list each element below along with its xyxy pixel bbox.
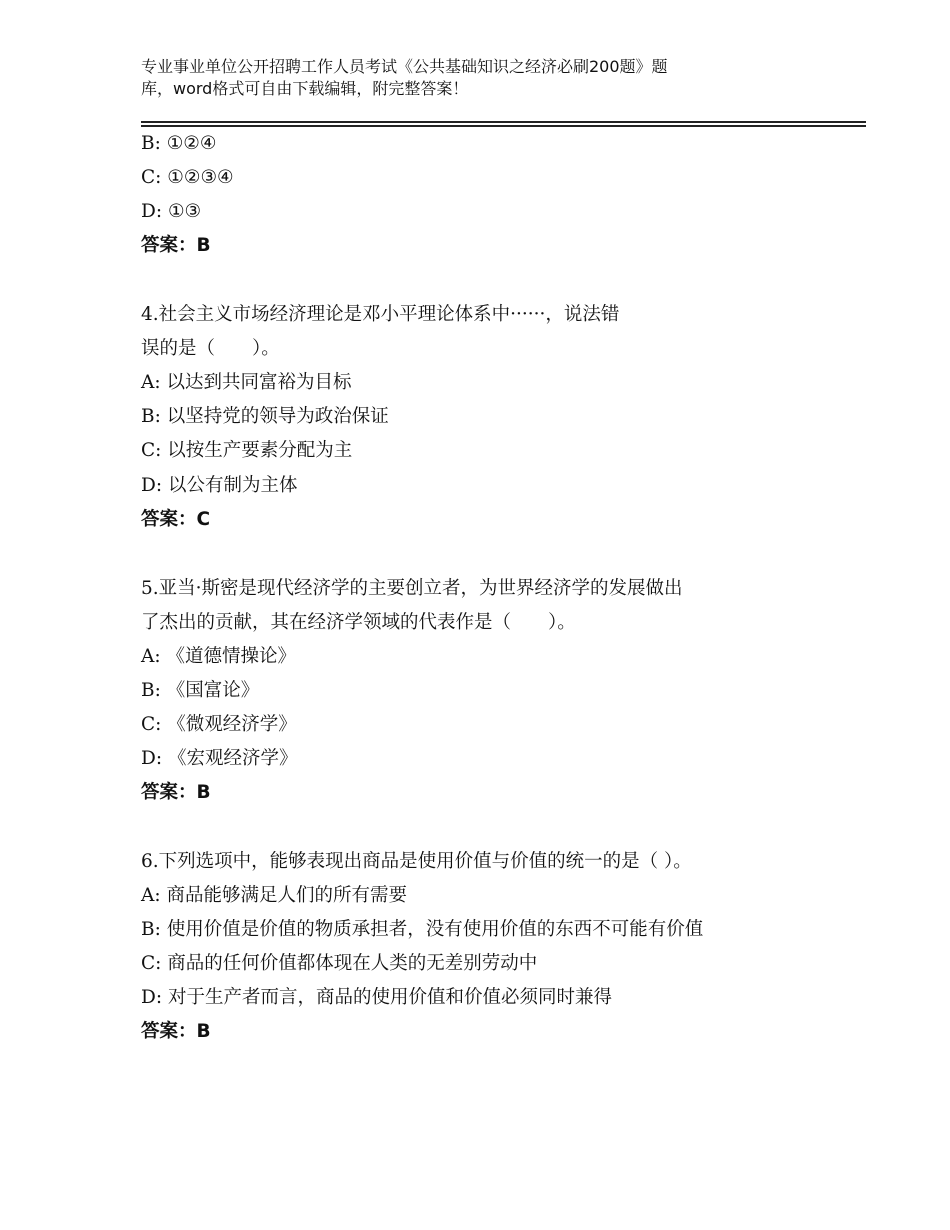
option-a: A: 以达到共同富裕为目标 [141,372,352,393]
option-b: B: ①②④ [141,133,217,154]
option-d: D: 《宏观经济学》 [141,748,298,769]
option-a: A: 商品能够满足人们的所有需要 [141,885,407,906]
option-b: B: 使用价值是价值的物质承担者，没有使用价值的东西不可能有价值 [141,919,704,940]
header-rule-top [141,121,866,123]
question-stem: 了杰出的贡献，其在经济学领域的代表作是（ ）。 [141,612,576,633]
option-d: D: 以公有制为主体 [141,475,298,496]
question-stem: 误的是（ ）。 [141,338,280,359]
answer: 答案：C [141,509,211,530]
option-b: B: 以坚持党的领导为政治保证 [141,406,389,427]
option-d: D: 对于生产者而言，商品的使用价值和价值必须同时兼得 [141,987,612,1008]
option-c: C: 以按生产要素分配为主 [141,440,353,461]
question-stem: 4.社会主义市场经济理论是邓小平理论体系中······，说法错 [141,304,620,325]
header-line-2: 库，word格式可自由下载编辑，附完整答案！ [141,79,469,98]
option-a: A: 《道德情操论》 [141,646,296,667]
answer: 答案：B [141,782,211,803]
document-header [141,56,801,100]
question-stem: 5.亚当·斯密是现代经济学的主要创立者，为世界经济学的发展做出 [141,578,683,599]
option-c: C: ①②③④ [141,167,234,188]
question-stem: 6.下列选项中，能够表现出商品是使用价值与价值的统一的是（ ）。 [141,851,692,872]
header-line-1: 专业事业单位公开招聘工作人员考试《公共基础知识之经济必刷200题》题 [141,57,668,76]
answer: 答案：B [141,1021,211,1042]
option-c: C: 商品的任何价值都体现在人类的无差别劳动中 [141,953,538,974]
option-c: C: 《微观经济学》 [141,714,297,735]
answer: 答案：B [141,235,211,256]
option-b: B: 《国富论》 [141,680,260,701]
option-d: D: ①③ [141,201,202,222]
header-rule-bottom [141,125,866,127]
